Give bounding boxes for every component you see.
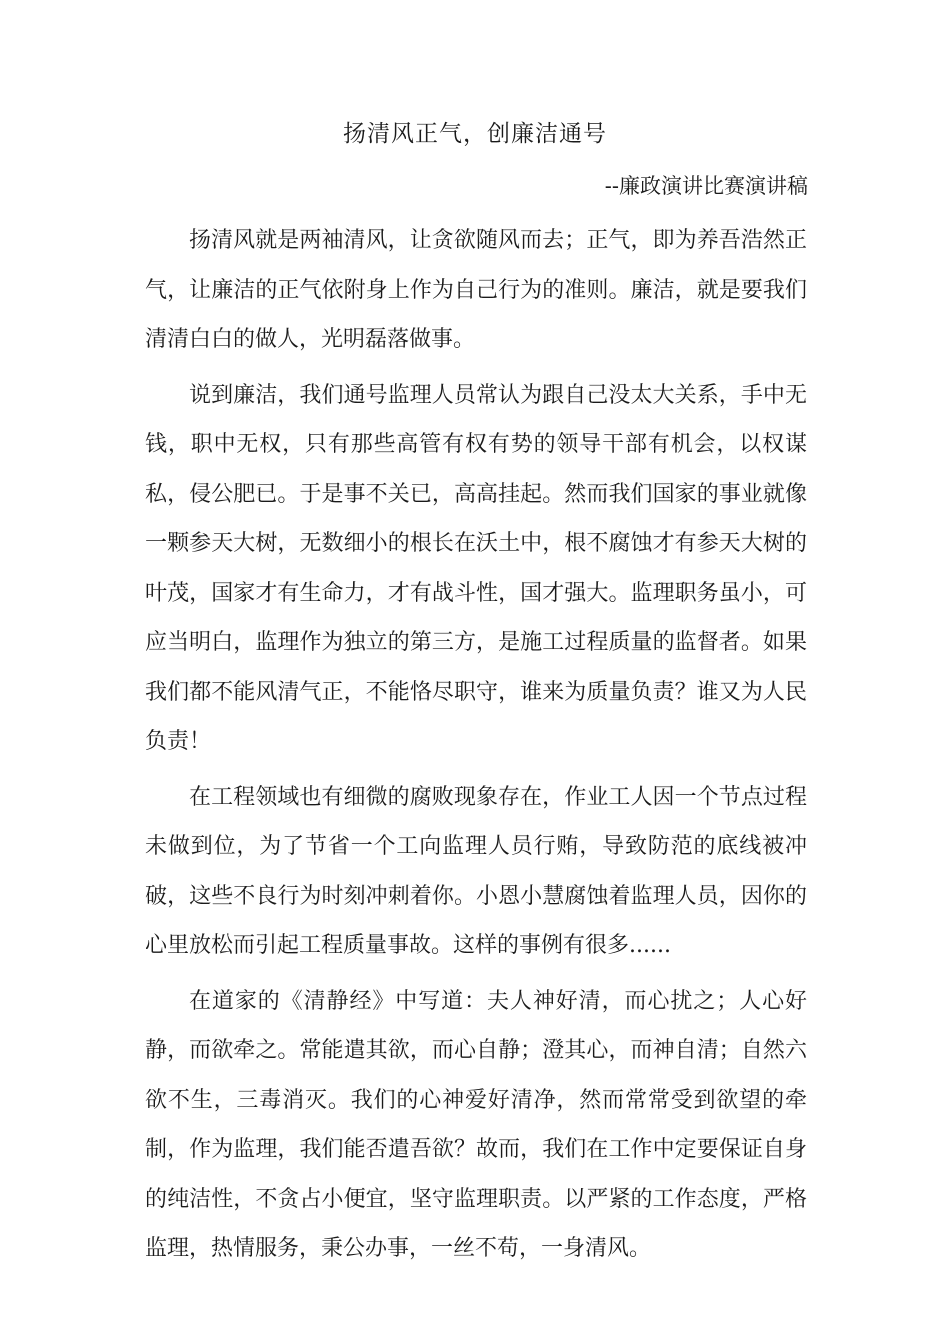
body-paragraph: 在道家的《清静经》中写道：夫人神好清，而心扰之；人心好静，而欲牵之。常能遣其欲，而心自静；澄其心，而神自清；自然六欲不生，三毒消灭。我们的心神爱好清净，然而常常受到欲望的牵制，作为监理，我们能否遣吾欲？故而，我们在工作中定要保证自身的纯洁性，不贪占小便宜，坚守监理职责。以严紧的工作态度，严格监理，热情服务，秉公办事，一丝不苟，一身清风。 <box>145 988 807 1261</box>
body-paragraph: 在工程领域也有细微的腐败现象存在，作业工人因一个节点过程未做到位，为了节省一个工向监理人员行贿，导致防范的底线被冲破，这些不良行为时刻冲刺着你。小恩小慧腐蚀着监理人员，因你的心里放松而引起工程质量事故。这样的事例有很多...... <box>145 784 807 958</box>
document-subtitle: --廉政演讲比赛演讲稿 <box>604 174 808 198</box>
body-paragraph: 扬清风就是两袖清风，让贪欲随风而去；正气，即为养吾浩然正气，让廉洁的正气依附身上作为自己行为的准则。廉洁，就是要我们清清白白的做人，光明磊落做事。 <box>145 228 807 352</box>
document-title: 扬清风正气，创廉洁通号 <box>343 121 607 147</box>
document-body <box>145 216 807 1274</box>
body-paragraph: 说到廉洁，我们通号监理人员常认为跟自己没太大关系，手中无钱，职中无权，只有那些高管有权有势的领导干部有机会，以权谋私，侵公肥已。于是事不关已，高高挂起。然而我们国家的事业就像一颗参天大树，无数细小的根长在沃土中，根不腐蚀才有参天大树的叶茂，国家才有生命力，才有战斗性，国才强大。监理职务虽小，可应当明白，监理作为独立的第三方，是施工过程质量的监督者。如果我们都不能风清气正，不能恪尽职守，谁来为质量负责？谁又为人民负责！ <box>145 382 807 754</box>
